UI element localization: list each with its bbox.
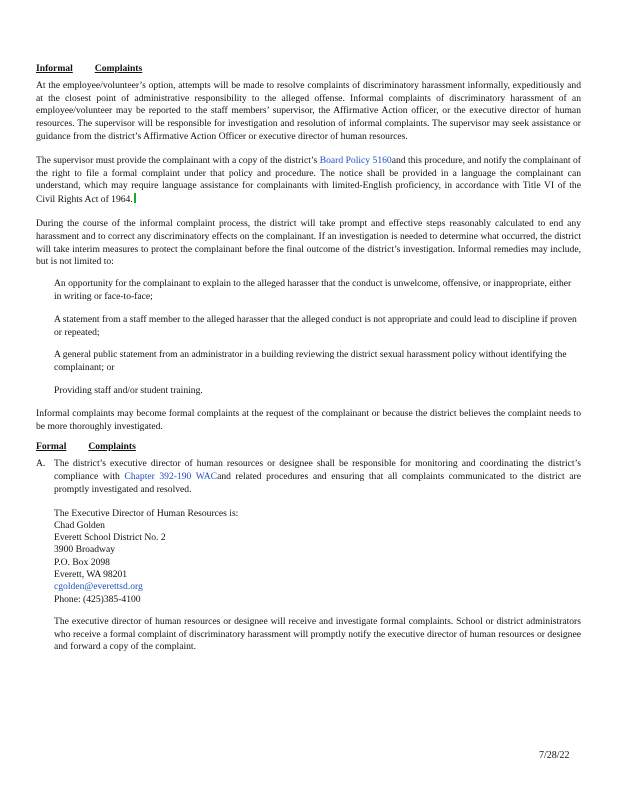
informal-complaints-heading (36, 63, 581, 76)
informal-para-2 (36, 155, 581, 207)
text-cursor (134, 193, 136, 203)
informal-para-3: During the course of the informal complaint process, the district will take prompt and effective steps reasonably calculated to end any harassment and to correct any discriminatory effects on the complainant. If an investigation is needed to determine what occurred, the district will take interim measures to protect the complainant before the final outcome of the district’s investigation. Informal remedies may include, but is not limited to: (36, 217, 581, 268)
list-item-text: A statement from a staff member to the alleged harasser that the alleged conduct is not appropriate and could lead to discipline if proven or repeated; (54, 313, 577, 338)
contact-title: The Executive Director of Human Resources is: (54, 507, 239, 519)
document-body (36, 63, 581, 654)
informal-para-1: At the employee/volunteer’s option, attempts will be made to resolve complaints of discriminatory harassment informally, expeditiously and at the closest point of administrative responsibility to the alleged offense. Informal complaints of discriminatory harassment of an employee/volunteer may be reported to the staff members’ supervisor, the Affirmative Action officer, or the executive director of human resources. The supervisor will be responsible for investigation and resolution of informal complaints. The supervisor may seek assistance or guidance from the district’s Affirmative Action Officer or executive director of human resources. (36, 79, 581, 142)
contact-name: Chad Golden (54, 519, 105, 531)
contact-org: Everett School District No. 2 (54, 532, 166, 544)
list-item-text: An opportunity for the complainant to explain to the alleged harasser that the conduct is unwelcome, offensive, or inappropriate, either in writing or face-to-face; (54, 278, 572, 302)
contact-street: 3900 Broadway (54, 544, 116, 556)
list-item-text: A general public statement from an administrator in a building reviewing the district sexual harassment policy without identifying the complainant; or (54, 349, 567, 374)
heading-word: Formal (36, 441, 67, 453)
heading-word: Complaints (94, 63, 143, 74)
chapter-wac-link[interactable]: Chapter 392-190 WAC (124, 470, 218, 482)
text-run: and related procedures and ensuring that all complaints communicated to the district are promptly investigated and resolved. (54, 470, 581, 495)
contact-block (36, 508, 581, 606)
footer-date: 7/28/22 (539, 750, 570, 761)
board-policy-link[interactable]: Board Policy 5160 (319, 154, 392, 166)
formal-item-a (36, 458, 581, 496)
text-run: The district’s executive director of human resources or designee shall be responsible for monitoring and coordinating the district’s compliance with (54, 458, 581, 482)
text-run: and this procedure, and notify the complainant of the right to file a formal complaint under that policy and procedure. The notice shall be provided in a language the complainant can understand, which may require language assistance for complainants with limited-English proficiency, in accordance with Title VI of the Civil Rights Act of 1964. (36, 154, 582, 206)
remedies-list (36, 278, 581, 398)
list-item (36, 278, 581, 304)
list-item-text: Providing staff and/or student training. (54, 384, 203, 396)
contact-email-link[interactable]: cgolden@everettsd.org (54, 581, 143, 593)
list-item (36, 314, 581, 340)
list-item (36, 385, 581, 398)
contact-pobox: P.O. Box 2098 (54, 556, 110, 568)
item-label: A. (36, 458, 46, 470)
formal-item-a-text (54, 458, 581, 496)
formal-para-last: The executive director of human resources or designee will receive and investigate formal complaints. School or district administrators who receive a formal complaint of discriminatory harassment will promptly notify the executive director of human resources or designee and forward a copy of the complaint. (54, 615, 581, 653)
heading-word: Informal (36, 63, 73, 74)
contact-phone: Phone: (425)385-4100 (54, 593, 141, 605)
informal-para-4: Informal complaints may become formal complaints at the request of the complainant or because the district believes the complaint needs to be more thoroughly investigated. (36, 407, 581, 432)
text-run: The supervisor must provide the complainant with a copy of the district’s (36, 154, 320, 166)
formal-complaints-heading (36, 441, 581, 454)
heading-word: Complaints (88, 441, 136, 453)
list-item (36, 349, 581, 375)
contact-city: Everett, WA 98201 (54, 569, 128, 580)
